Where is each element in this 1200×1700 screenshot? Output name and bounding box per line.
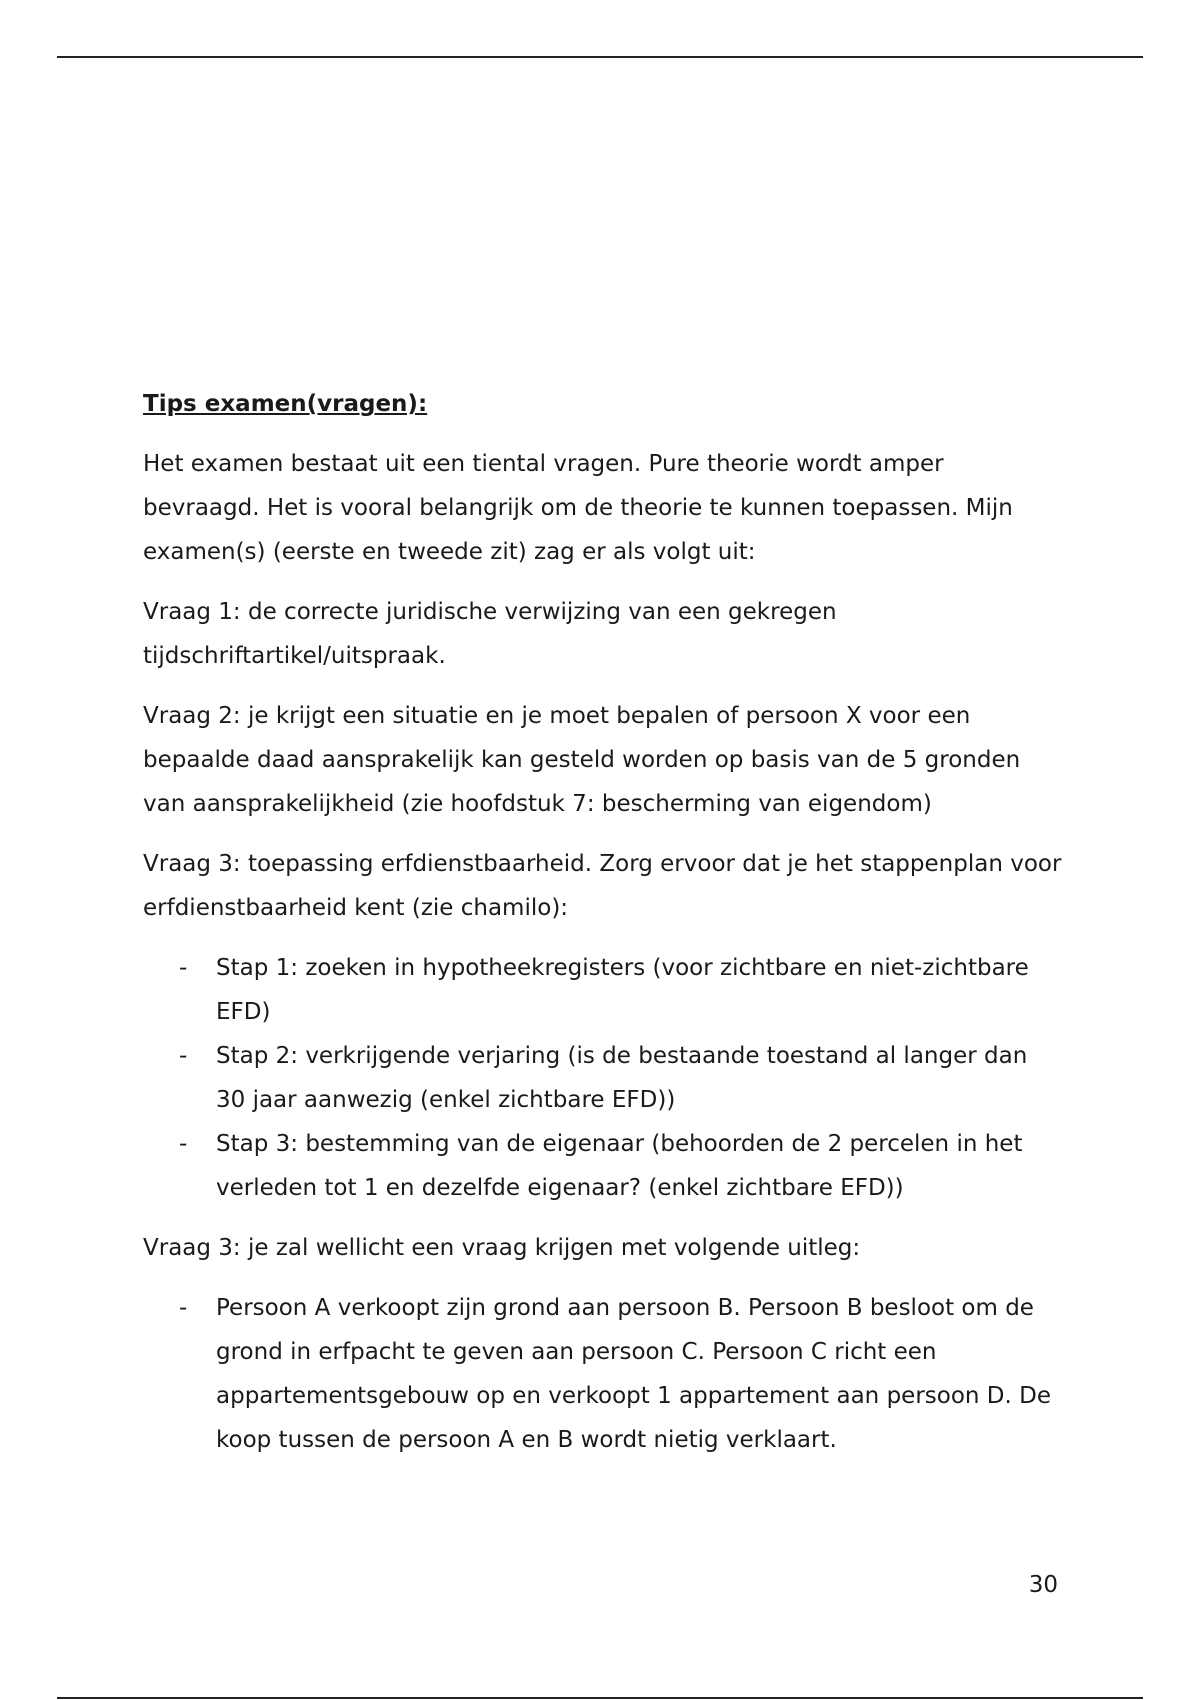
list-item [143, 1034, 1063, 1122]
header-rule [57, 56, 1143, 58]
list-item [143, 1286, 1063, 1462]
step-3-text: Stap 3: bestemming van de eigenaar (behoorden de 2 percelen in het verleden tot 1 en dezelfde eigenaar? (enkel zichtbare EFD)) [216, 1131, 1023, 1201]
step-1-text: Stap 1: zoeken in hypotheekregisters (voor zichtbare en niet-zichtbare EFD) [216, 955, 1029, 1025]
page-number: 30 [1028, 1572, 1058, 1598]
bullet-dash: - [179, 955, 188, 981]
footer-rule [57, 1697, 1143, 1699]
bullet-dash: - [179, 1295, 188, 1321]
case-text: Persoon A verkoopt zijn grond aan persoon B. Persoon B besloot om de grond in erfpacht te geven aan persoon C. Persoon C richt een appartementsgebouw op en verkoopt 1 appartement aan persoon D. De koop tussen de persoon A en B wordt nietig verklaart. [216, 1295, 1051, 1453]
section-heading: Tips examen(vragen): [143, 391, 428, 417]
question-1-paragraph: Vraag 1: de correcte juridische verwijzing van een gekregen tijdschriftartikel/uitspraak. [143, 599, 837, 669]
bullet-dash: - [179, 1043, 188, 1069]
question-3b-paragraph: Vraag 3: je zal wellicht een vraag krijgen met volgende uitleg: [143, 1235, 861, 1261]
list-item [143, 1122, 1063, 1210]
page-content [143, 382, 1063, 1478]
intro-paragraph: Het examen bestaat uit een tiental vragen. Pure theorie wordt amper bevraagd. Het is vooral belangrijk om de theorie te kunnen toepassen. Mijn examen(s) (eerste en tweede zit) zag er als volgt uit: [143, 451, 1013, 565]
question-2-paragraph: Vraag 2: je krijgt een situatie en je moet bepalen of persoon X voor een bepaalde daad aansprakelijk kan gesteld worden op basis van de 5 gronden van aansprakelijkheid (zie hoofdstuk 7: bescherming van eigendom) [143, 703, 1021, 817]
bullet-dash: - [179, 1131, 188, 1157]
step-2-text: Stap 2: verkrijgende verjaring (is de bestaande toestand al langer dan 30 jaar aanwezig (enkel zichtbare EFD)) [216, 1043, 1028, 1113]
steps-list [143, 946, 1063, 1210]
question-3-paragraph: Vraag 3: toepassing erfdienstbaarheid. Zorg ervoor dat je het stappenplan voor erfdienstbaarheid kent (zie chamilo): [143, 851, 1062, 921]
case-list [143, 1286, 1063, 1462]
list-item [143, 946, 1063, 1034]
